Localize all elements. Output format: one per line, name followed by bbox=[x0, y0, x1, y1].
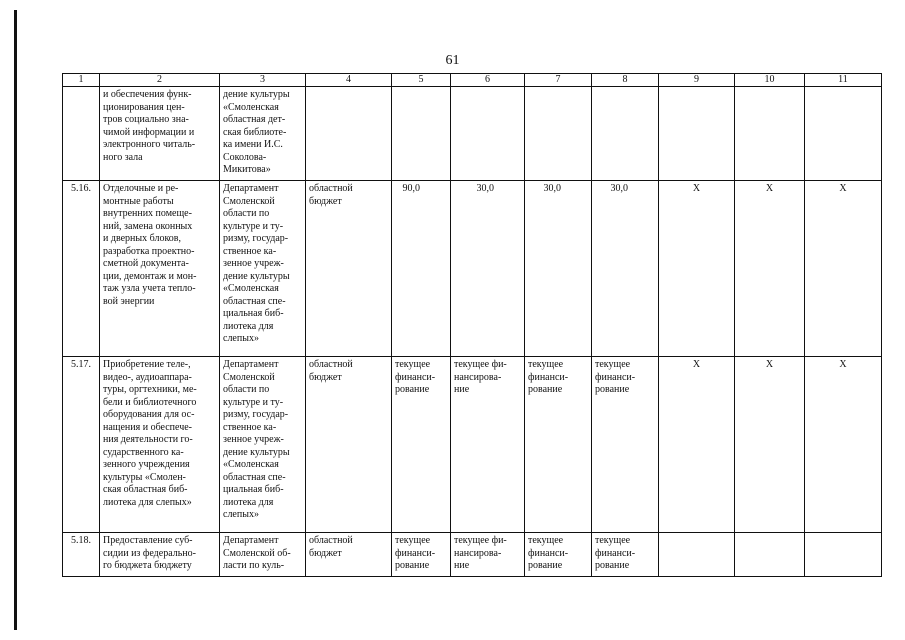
indicator-cell bbox=[735, 87, 805, 181]
year2-amount-cell: текущее финанси- рование bbox=[525, 357, 592, 533]
year3-amount-cell: 30,0 bbox=[592, 181, 659, 357]
indicator-cell bbox=[805, 533, 882, 577]
column-header: 6 bbox=[451, 74, 525, 87]
funding-source-cell bbox=[306, 87, 392, 181]
indicator-cell bbox=[659, 87, 735, 181]
funding-source-cell: областной бюджет bbox=[306, 533, 392, 577]
year3-amount-cell: текущее финанси- рование bbox=[592, 357, 659, 533]
executor-cell: Департамент Смоленской области по культуре и ту- ризму, государ- ственное ка- зенное учреж- дение культуры «Смоленская областная спе- циальная биб- лиотека для слепых» bbox=[220, 181, 306, 357]
page-number: 61 bbox=[445, 53, 460, 68]
year2-amount-cell: 30,0 bbox=[525, 181, 592, 357]
column-header-row bbox=[63, 74, 882, 87]
indicator-cell: Х bbox=[805, 181, 882, 357]
funding-source-cell: областной бюджет bbox=[306, 357, 392, 533]
table-row bbox=[63, 87, 882, 181]
column-header: 11 bbox=[805, 74, 882, 87]
table-row bbox=[63, 533, 882, 577]
page-margin-bar bbox=[14, 10, 17, 630]
executor-cell: Департамент Смоленской об- ласти по куль- bbox=[220, 533, 306, 577]
indicator-cell bbox=[735, 533, 805, 577]
year3-amount-cell bbox=[592, 87, 659, 181]
table-row bbox=[63, 181, 882, 357]
program-table bbox=[62, 73, 882, 577]
column-header: 1 bbox=[63, 74, 100, 87]
indicator-cell bbox=[805, 87, 882, 181]
measure-name-cell: Приобретение теле-, видео-, аудиоаппара- туры, оргтехники, ме- бели и библиотечного оборудования для ос- нащения и обеспече- ния деятельности го- сударственного ка- зенного учреждения культуры «Смолен- ская областная биб- лиотека для слепых» bbox=[100, 357, 220, 533]
total-amount-cell: текущее финанси- рование bbox=[392, 533, 451, 577]
year1-amount-cell: текущее фи- нансирова- ние bbox=[451, 357, 525, 533]
total-amount-cell: 90,0 bbox=[392, 181, 451, 357]
column-header: 3 bbox=[220, 74, 306, 87]
item-number-cell: 5.17. bbox=[63, 357, 100, 533]
executor-cell: Департамент Смоленской области по культуре и ту- ризму, государ- ственное ка- зенное учреж- дение культуры «Смоленская областная спе- циальная биб- лиотека для слепых» bbox=[220, 357, 306, 533]
measure-name-cell: Предоставление суб- сидии из федерально- го бюджета бюджету bbox=[100, 533, 220, 577]
item-number-cell: 5.18. bbox=[63, 533, 100, 577]
column-header: 9 bbox=[659, 74, 735, 87]
year1-amount-cell bbox=[451, 87, 525, 181]
funding-source-cell: областной бюджет bbox=[306, 181, 392, 357]
year1-amount-cell: 30,0 bbox=[451, 181, 525, 357]
total-amount-cell bbox=[392, 87, 451, 181]
indicator-cell: Х bbox=[805, 357, 882, 533]
column-header: 4 bbox=[306, 74, 392, 87]
measure-name-cell: Отделочные и ре- монтные работы внутренних помеще- ний, замена оконных и дверных блоков, разработка проектно- сметной документа- ции, демонтаж и мон- таж узла учета тепло- вой энергии bbox=[100, 181, 220, 357]
column-header: 8 bbox=[592, 74, 659, 87]
indicator-cell: Х bbox=[659, 357, 735, 533]
year2-amount-cell: текущее финанси- рование bbox=[525, 533, 592, 577]
year2-amount-cell bbox=[525, 87, 592, 181]
total-amount-cell: текущее финанси- рование bbox=[392, 357, 451, 533]
executor-cell: дение культуры «Смоленская областная дет- ская библиоте- ка имени И.С. Соколова- Микитова» bbox=[220, 87, 306, 181]
year3-amount-cell: текущее финанси- рование bbox=[592, 533, 659, 577]
column-header: 2 bbox=[100, 74, 220, 87]
column-header: 5 bbox=[392, 74, 451, 87]
indicator-cell: Х bbox=[735, 181, 805, 357]
indicator-cell: Х bbox=[735, 357, 805, 533]
column-header: 10 bbox=[735, 74, 805, 87]
item-number-cell bbox=[63, 87, 100, 181]
indicator-cell bbox=[659, 533, 735, 577]
table-row bbox=[63, 357, 882, 533]
column-header: 7 bbox=[525, 74, 592, 87]
year1-amount-cell: текущее фи- нансирова- ние bbox=[451, 533, 525, 577]
indicator-cell: Х bbox=[659, 181, 735, 357]
measure-name-cell: и обеспечения функ- ционирования цен- тров социально зна- чимой информации и электронного читаль- ного зала bbox=[100, 87, 220, 181]
item-number-cell: 5.16. bbox=[63, 181, 100, 357]
